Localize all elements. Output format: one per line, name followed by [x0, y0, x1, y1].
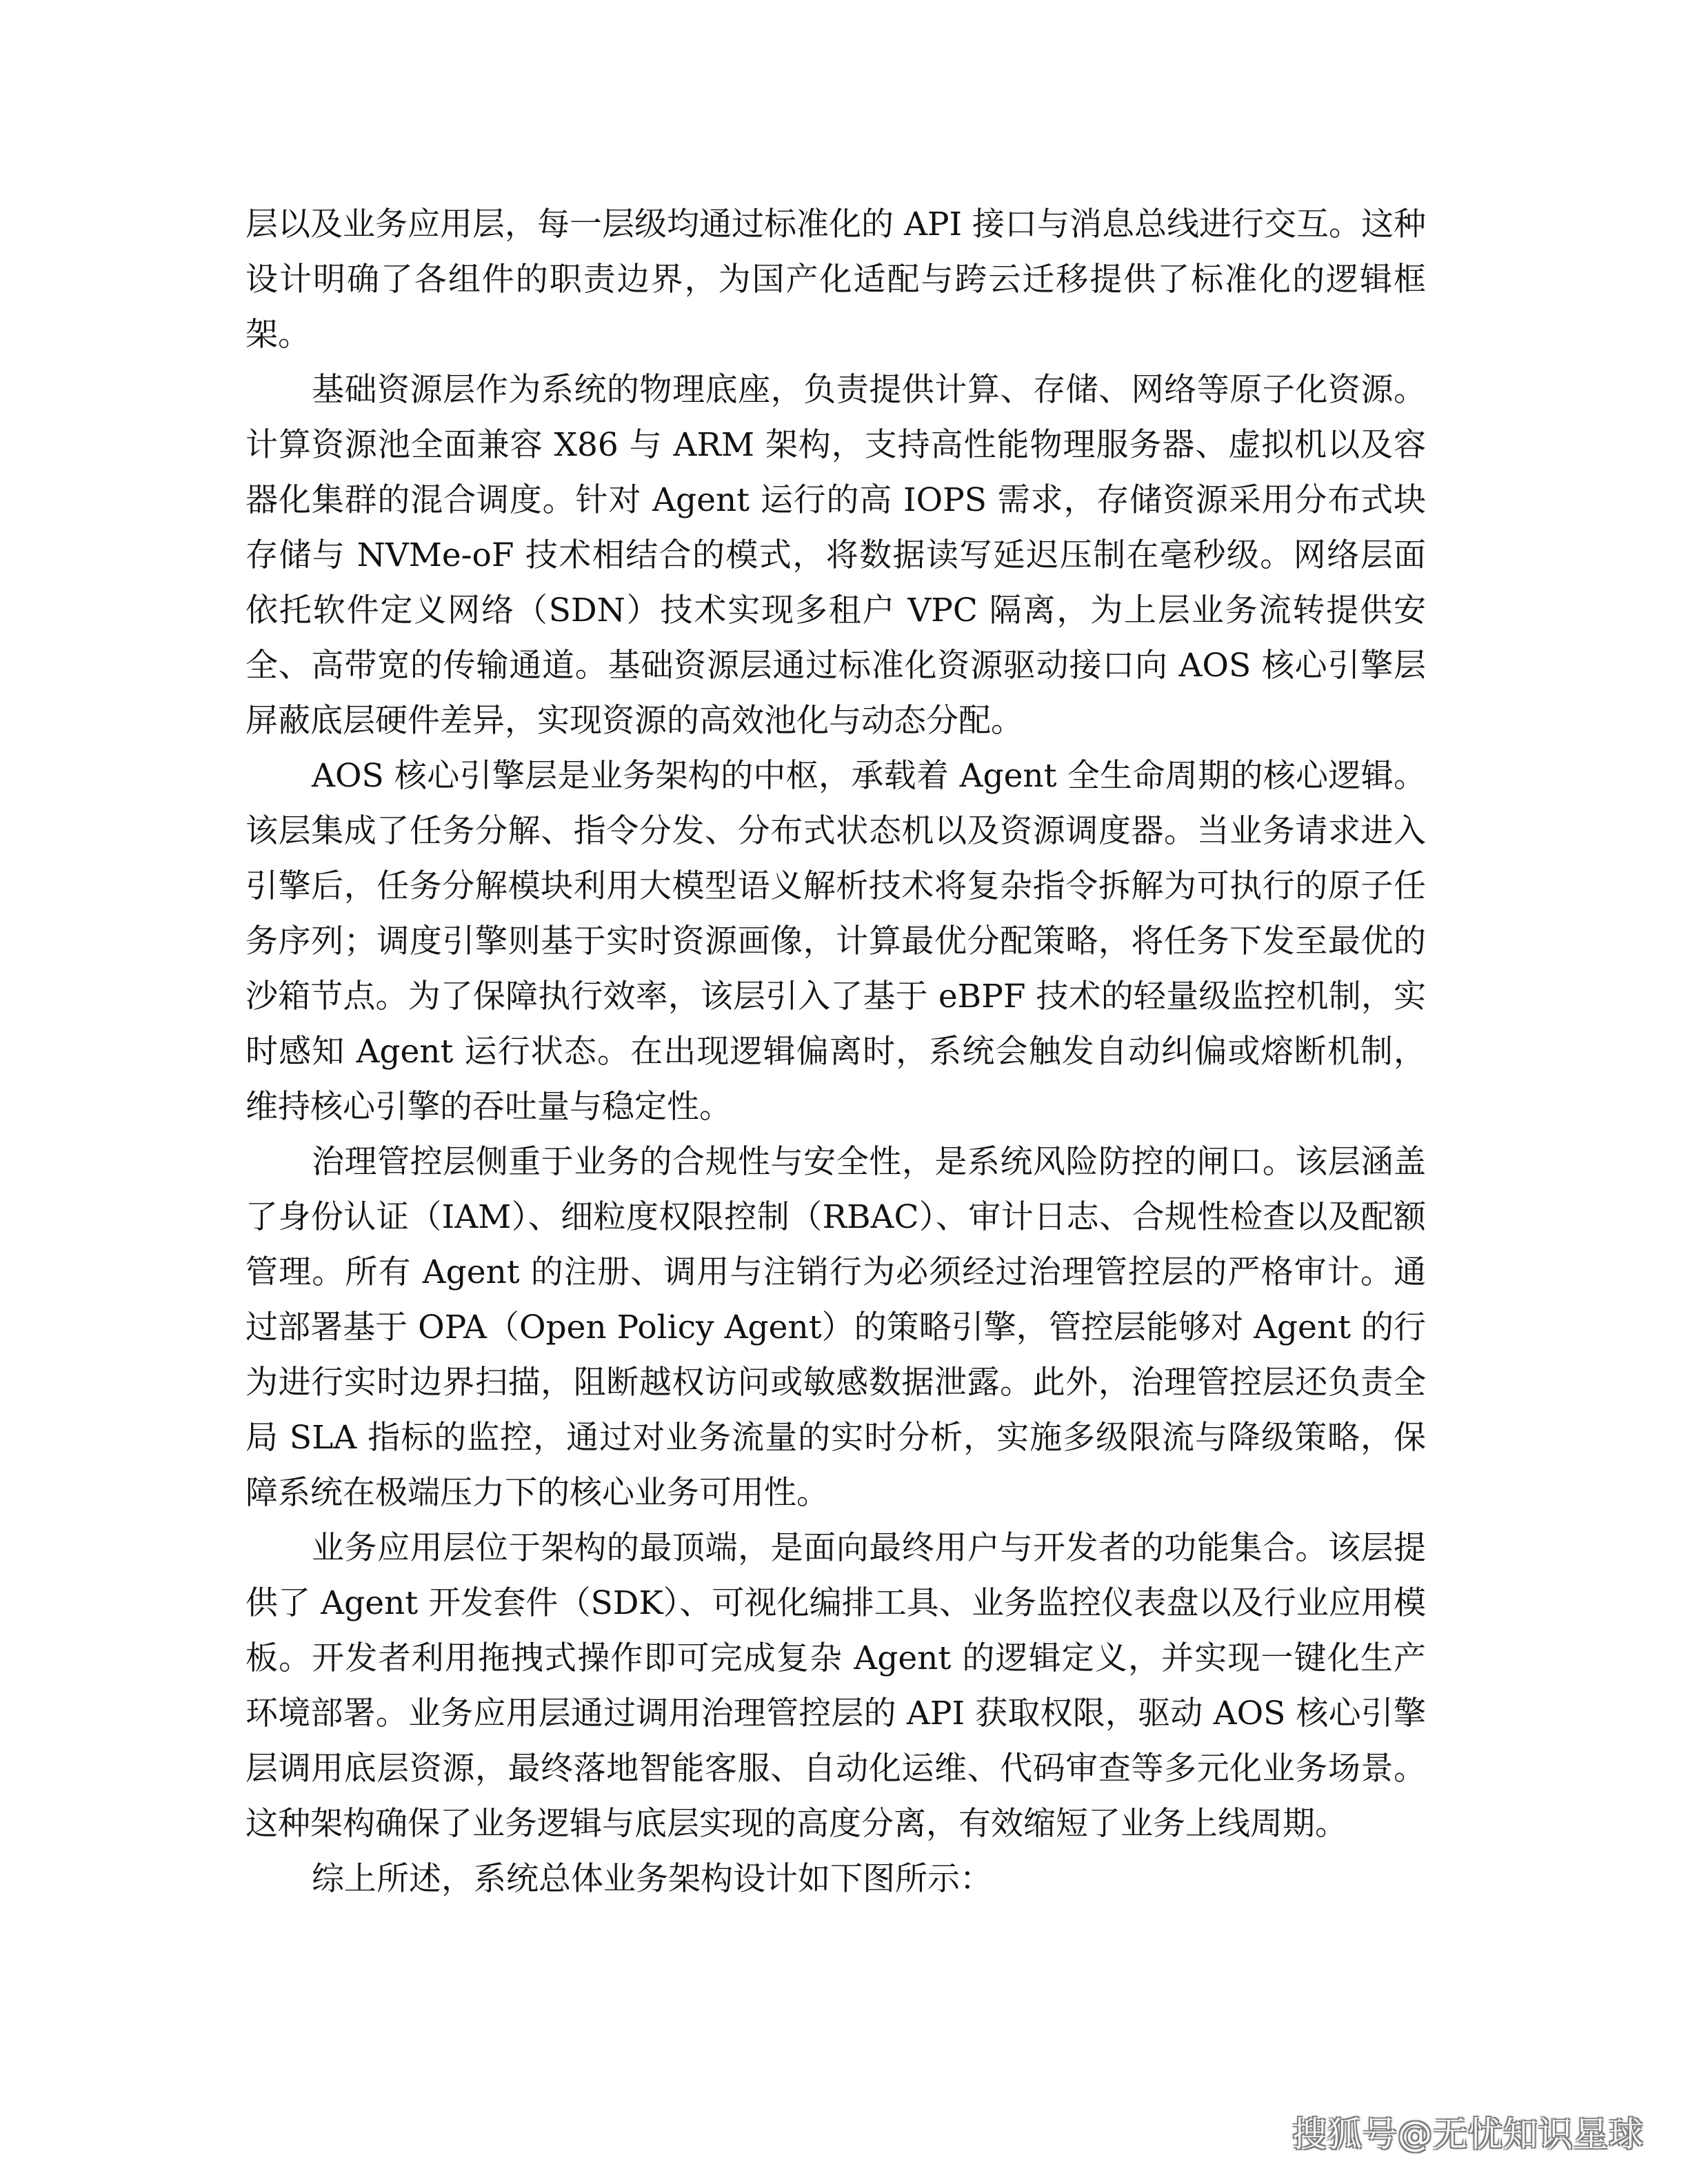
paragraph-governance-layer: 治理管控层侧重于业务的合规性与安全性，是系统风险防控的闸口。该层涵盖了身份认证（IAM）、细粒度权限控制（RBAC）、审计日志、合规性检查以及配额管理。所有 Agent 的注册、调用与注销行为必须经过治理管控层的严格审计。通过部署基于 OPA（Open Policy Agent）的策略引擎，管控层能够对 Agent 的行为进行实时边界扫描，阻断越权访问或敏感数据泄露。此外，治理管控层还负责全局 SLA 指标的监控，通过对业务流量的实时分析，实施多级限流与降级策略，保障系统在极端压力下的核心业务可用性。	[245, 1143, 1426, 1512]
paragraph-base-resource-layer: 基础资源层作为系统的物理底座，负责提供计算、存储、网络等原子化资源。计算资源池全面兼容 X86 与 ARM 架构，支持高性能物理服务器、虚拟机以及容器化集群的混合调度。针对 Agent 运行的高 IOPS 需求，存储资源采用分布式块存储与 NVMe-oF 技术相结合的模式，将数据读写延迟压制在毫秒级。网络层面依托软件定义网络（SDN）技术实现多租户 VPC 隔离，为上层业务流转提供安全、高带宽的传输通道。基础资源层通过标准化资源驱动接口向 AOS 核心引擎层屏蔽底层硬件差异，实现资源的高效池化与动态分配。	[245, 371, 1426, 740]
watermark: 搜狐号@无忧知识星球	[1292, 2114, 1644, 2154]
paragraph-business-application-layer: 业务应用层位于架构的最顶端，是面向最终用户与开发者的功能集合。该层提供了 Agent 开发套件（SDK）、可视化编排工具、业务监控仪表盘以及行业应用模板。开发者利用拖拽式操作即可完成复杂 Agent 的逻辑定义，并实现一键化生产环境部署。业务应用层通过调用治理管控层的 API 获取权限，驱动 AOS 核心引擎层调用底层资源，最终落地智能客服、自动化运维、代码审查等多元化业务场景。这种架构确保了业务逻辑与底层实现的高度分离，有效缩短了业务上线周期。	[245, 1529, 1426, 1843]
paragraph-summary: 综上所述，系统总体业务架构设计如下图所示：	[312, 1860, 992, 1898]
paragraph-architecture-intro: 层以及业务应用层，每一层级均通过标准化的 API 接口与消息总线进行交互。这种设计明确了各组件的职责边界，为国产化适配与跨云迁移提供了标准化的逻辑框架。	[245, 205, 1427, 354]
paragraph-aos-core-engine-layer: AOS 核心引擎层是业务架构的中枢，承载着 Agent 全生命周期的核心逻辑。该层集成了任务分解、指令分发、分布式状态机以及资源调度器。当业务请求进入引擎后，任务分解模块利用大模型语义解析技术将复杂指令拆解为可执行的原子任务序列；调度引擎则基于实时资源画像，计算最优分配策略，将任务下发至最优的沙箱节点。为了保障执行效率，该层引入了基于 eBPF 技术的轻量级监控机制，实时感知 Agent 运行状态。在出现逻辑偏离时，系统会触发自动纠偏或熔断机制，维持核心引擎的吞吐量与稳定性。	[245, 757, 1426, 1126]
document-body	[245, 197, 1426, 1907]
